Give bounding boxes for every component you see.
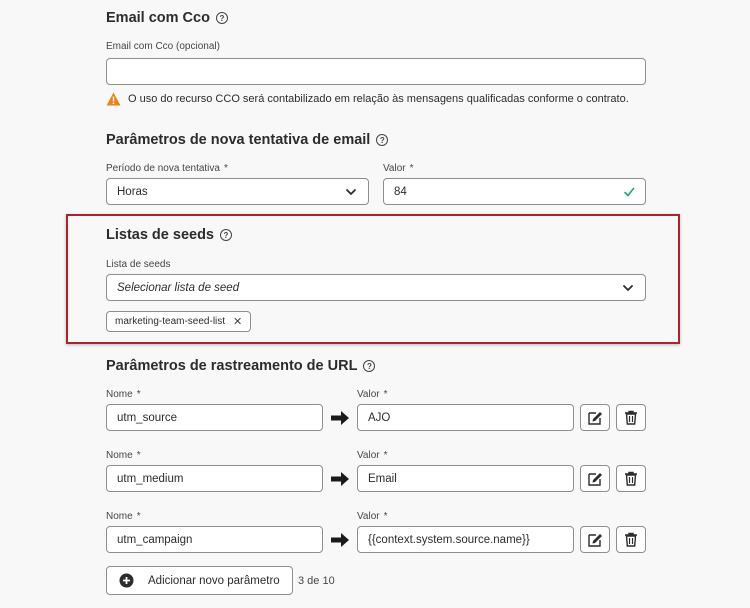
delete-button[interactable] [616, 404, 646, 431]
required-mark: * [136, 450, 141, 461]
param-value-input[interactable] [357, 465, 574, 492]
close-icon[interactable]: ✕ [233, 316, 243, 328]
help-icon[interactable]: ? [376, 134, 388, 146]
seed-lists-section-title [106, 227, 232, 243]
help-icon[interactable]: ? [220, 229, 232, 241]
add-parameter-label: Adicionar novo parâmetro [148, 574, 280, 587]
param-value-label [357, 389, 388, 400]
trash-icon [624, 532, 638, 547]
bcc-section-title [106, 10, 228, 26]
arrow-right-icon [330, 410, 350, 426]
delete-button[interactable] [616, 526, 646, 553]
retry-value-label [383, 163, 414, 174]
edit-button[interactable] [580, 526, 610, 553]
arrow-right-icon [330, 532, 350, 548]
param-value-input[interactable] [357, 526, 574, 553]
retry-period-label [106, 163, 228, 174]
param-name-label [106, 389, 141, 400]
seed-list-label: Lista de seeds [106, 259, 171, 270]
delete-button[interactable] [616, 465, 646, 492]
edit-icon [587, 471, 603, 487]
parameter-count: 3 de 10 [298, 575, 335, 587]
required-mark: * [383, 389, 388, 400]
retry-period-select[interactable] [106, 178, 369, 205]
param-name-label-text: Nome [106, 389, 133, 400]
bcc-warning-text: O uso do recurso CCO será contabilizado em relação às mensagens qualificadas conforme o contrato. [128, 93, 629, 105]
required-mark: * [136, 389, 141, 400]
param-value-value: {{context.system.source.name}} [368, 533, 530, 546]
param-value-label-text: Valor [357, 450, 380, 461]
seed-list-tag-label: marketing-team-seed-list [115, 316, 226, 327]
seed-lists-title-text: Listas de seeds [106, 227, 214, 243]
bcc-title-text: Email com Cco [106, 10, 210, 26]
retry-value-label-text: Valor [383, 163, 406, 174]
url-tracking-section-title [106, 358, 375, 374]
param-value-value: AJO [368, 411, 391, 424]
bcc-warning [106, 92, 629, 106]
warning-icon [106, 92, 121, 106]
help-icon[interactable]: ? [363, 360, 375, 372]
param-value-value: Email [368, 472, 397, 485]
chevron-down-icon [621, 281, 635, 295]
trash-icon [624, 410, 638, 425]
add-circle-icon [119, 573, 134, 588]
retry-value-value: 84 [394, 185, 407, 198]
retry-period-label-text: Período de nova tentativa [106, 163, 220, 174]
bcc-email-input[interactable] [106, 58, 646, 85]
help-icon[interactable]: ? [216, 12, 228, 24]
trash-icon [624, 471, 638, 486]
retry-value-input[interactable] [383, 178, 646, 205]
param-name-label [106, 511, 141, 522]
add-parameter-button[interactable] [106, 566, 293, 595]
param-name-value: utm_campaign [117, 533, 193, 546]
seed-list-placeholder: Selecionar lista de seed [117, 281, 240, 294]
retry-title-text: Parâmetros de nova tentativa de email [106, 132, 371, 148]
retry-period-value: Horas [117, 185, 148, 198]
retry-section-title [106, 132, 388, 148]
checkmark-icon [623, 186, 635, 198]
required-mark: * [223, 163, 228, 174]
url-tracking-title-text: Parâmetros de rastreamento de URL [106, 358, 358, 374]
param-name-value: utm_medium [117, 472, 184, 485]
param-value-label-text: Valor [357, 389, 380, 400]
required-mark: * [136, 511, 141, 522]
edit-button[interactable] [580, 404, 610, 431]
param-value-label [357, 511, 388, 522]
arrow-right-icon [330, 471, 350, 487]
param-value-label-text: Valor [357, 511, 380, 522]
param-name-label-text: Nome [106, 450, 133, 461]
required-mark: * [383, 450, 388, 461]
param-value-label [357, 450, 388, 461]
param-name-input[interactable] [106, 465, 323, 492]
param-name-input[interactable] [106, 526, 323, 553]
param-name-input[interactable] [106, 404, 323, 431]
seed-list-tag [106, 311, 251, 332]
seed-list-select[interactable] [106, 274, 646, 301]
param-name-label-text: Nome [106, 511, 133, 522]
edit-button[interactable] [580, 465, 610, 492]
edit-icon [587, 410, 603, 426]
param-value-input[interactable] [357, 404, 574, 431]
param-name-label [106, 450, 141, 461]
required-mark: * [383, 511, 388, 522]
edit-icon [587, 532, 603, 548]
required-mark: * [409, 163, 414, 174]
chevron-down-icon [344, 185, 358, 199]
param-name-value: utm_source [117, 411, 178, 424]
bcc-field-label: Email com Cco (opcional) [106, 41, 220, 52]
